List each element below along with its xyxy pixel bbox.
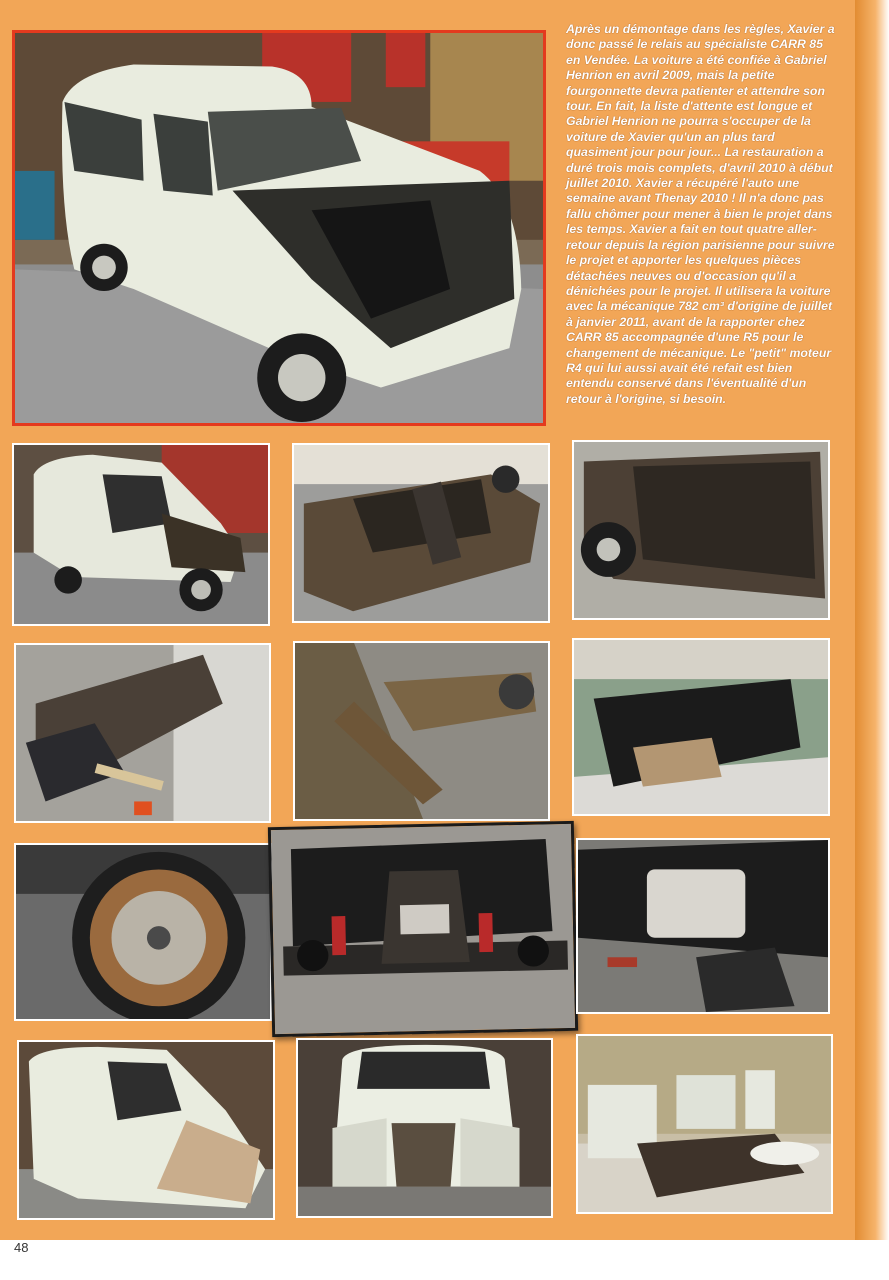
- page-number: 48: [14, 1240, 29, 1255]
- photo-chassis-floor-rear: [292, 443, 550, 623]
- photo-rear-brake-drum: [14, 843, 272, 1021]
- adjacent-page-edge: [855, 0, 889, 1280]
- photo-front-axle-steering: [268, 821, 578, 1037]
- photo-chassis-rust-detail: [293, 641, 550, 821]
- photo-body-shell-front: [296, 1038, 553, 1218]
- photo-fuel-tank-underside: [576, 838, 830, 1014]
- main-photo-van-in-workshop: [12, 30, 546, 426]
- photo-chassis-rear-frame: [14, 643, 271, 823]
- article-body-text: Après un démontage dans les règles, Xavier a donc passé le relais au spécialiste CARR 85 en Vendée. La voiture a été confiée à Gabriel Henrion en avril 2009, mais la petite fourgonnette devra patienter et attendre son tour. En fait, la liste d'attente est longue et Gabriel Henrion ne pourra s'occuper de la voiture de Xavier qu'un an plus tard quasiment jour pour jour... La restauration a duré trois mois complets, d'avril 2010 à début juillet 2010. Xavier a récupéré l'auto une semaine avant Thenay 2010 ! Il n'a donc pas fallu chômer pour mener à bien le projet dans les temps. Xavier a fait en tout quatre aller-retour depuis la région parisienne pour suivre le projet et apporter les quelques pièces détachées neuves ou d'occasion qu'il a dénichées pour le projet. Il utilisera la voiture avec la mécanique 782 cm³ d'origine de juillet à janvier 2011, avant de la rapporter chez CARR 85 accompagnée d'une R5 pour le changement de mécanique. Le "petit" moteur R4 qui lui aussi avait été refait est bien entendu conservé dans l'éventualité d'un retour à l'origine, si besoin.: [566, 22, 835, 406]
- bottom-margin: [0, 1240, 889, 1280]
- photo-chassis-floor-side: [572, 440, 830, 620]
- photo-van-front-stripped: [12, 443, 270, 626]
- photo-body-shell-side: [17, 1040, 275, 1220]
- photo-chassis-painted-black: [572, 638, 830, 816]
- photo-body-panels-parts: [576, 1034, 833, 1214]
